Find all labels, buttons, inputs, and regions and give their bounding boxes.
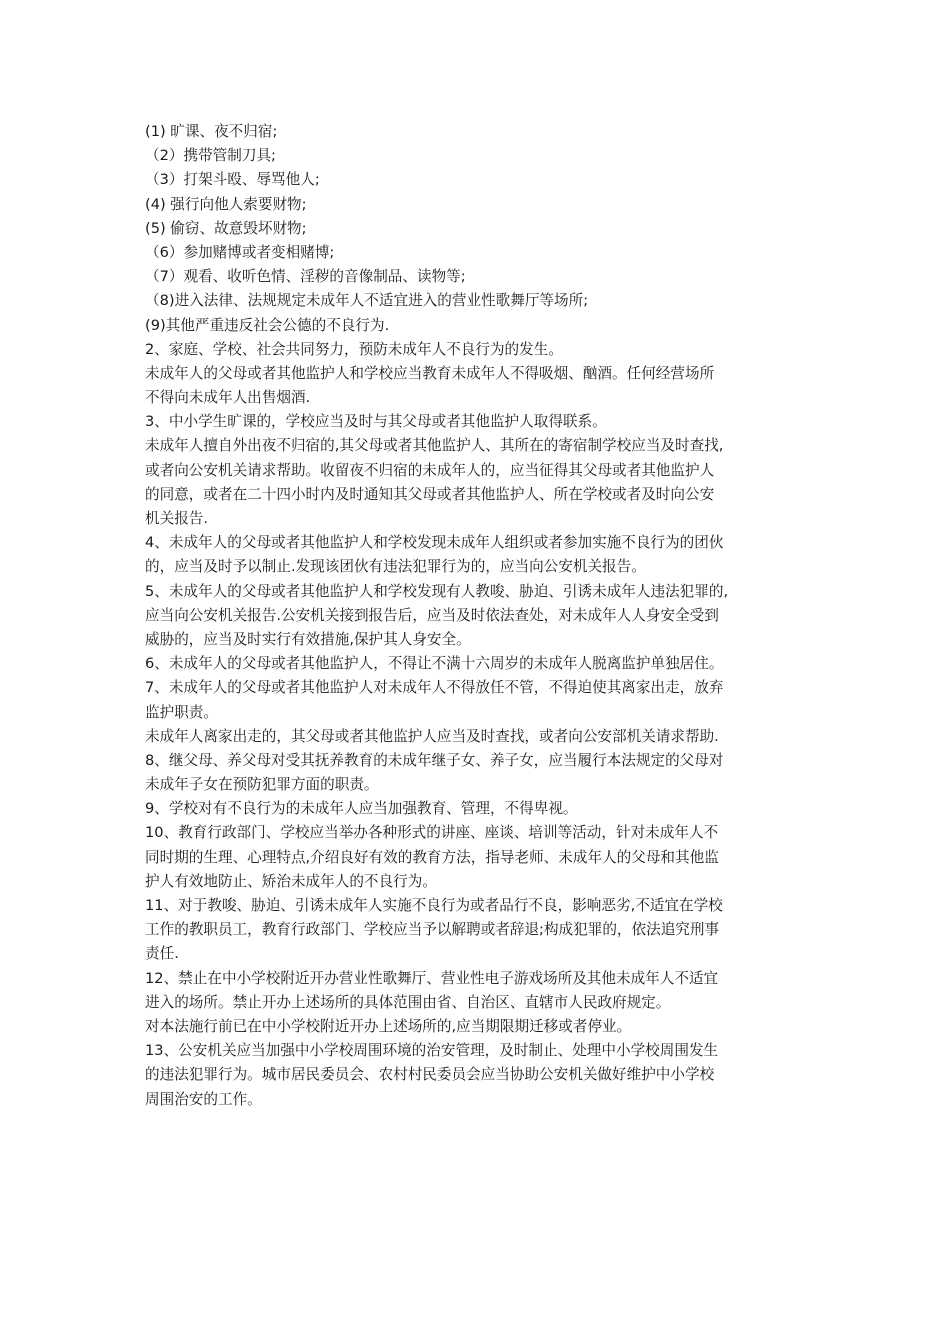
text-line: 不得向未成年人出售烟酒. [145, 389, 311, 407]
text-line: （8)进入法律、法规规定未成年人不适宜进入的营业性歌舞厅等场所; [145, 292, 589, 310]
text-line: 7、未成年人的父母或者其他监护人对未成年人不得放任不管，不得迫使其离家出走，放弃 [145, 679, 724, 697]
text-line: 13、公安机关应当加强中小学校周围环境的治安管理，及时制止、处理中小学校周围发生 [145, 1042, 719, 1060]
text-line: (9)其他严重违反社会公德的不良行为. [145, 316, 390, 334]
text-line: 11、对于教唆、胁迫、引诱未成年人实施不良行为或者品行不良，影响恶劣,不适宜在学校 [145, 897, 723, 914]
text-line: 9、学校对有不良行为的未成年人应当加强教育、管理，不得卑视。 [145, 800, 578, 818]
text-line: 机关报告. [145, 510, 209, 527]
text-line: (4) 强行向他人索要财物; [145, 195, 307, 213]
text-line: 的违法犯罪行为。城市居民委员会、农村村民委员会应当协助公安机关做好维护中小学校 [145, 1066, 715, 1084]
text-line: 未成年子女在预防犯罪方面的职责。 [145, 776, 379, 794]
text-line: 未成年人擅自外出夜不归宿的,其父母或者其他监护人、其所在的寄宿制学校应当及时查找, [145, 437, 724, 455]
text-line: 未成年人离家出走的，其父母或者其他监护人应当及时查找，或者向公安部机关请求帮助. [145, 727, 719, 745]
text-line: 8、继父母、养父母对受其抚养教育的未成年继子女、养子女，应当履行本法规定的父母对 [145, 751, 724, 769]
text-line: 威胁的，应当及时实行有效措施,保护其人身安全。 [145, 630, 471, 648]
text-line: 未成年人的父母或者其他监护人和学校应当教育未成年人不得吸烟、酗酒。任何经营场所 [145, 364, 715, 382]
text-line: 5、未成年人的父母或者其他监护人和学校发现有人教唆、胁迫、引诱未成年人违法犯罪的, [145, 582, 729, 600]
text-line: (5) 偷窃、故意毁坏财物; [145, 219, 307, 237]
document-body [145, 120, 820, 1112]
text-line: 10、教育行政部门、学校应当举办各种形式的讲座、座谈、培训等活动，针对未成年人不 [145, 824, 719, 842]
text-line: （7）观看、收听色情、淫秽的音像制品、读物等; [145, 268, 466, 286]
text-line: 监护职责。 [145, 703, 218, 721]
text-line: 或者向公安机关请求帮助。收留夜不归宿的未成年人的，应当征得其父母或者其他监护人 [145, 461, 715, 479]
text-line: 3、中小学生旷课的，学校应当及时与其父母或者其他监护人取得联系。 [145, 413, 607, 431]
text-line: 12、禁止在中小学校附近开办营业性歌舞厅、营业性电子游戏场所及其他未成年人不适宜 [145, 969, 719, 987]
text-line: 责任. [145, 945, 179, 963]
text-line: （3）打架斗殴、辱骂他人; [145, 171, 320, 189]
text-line: 应当向公安机关报告.公安机关接到报告后，应当及时依法查处，对未成年人人身安全受到 [145, 606, 719, 624]
text-line: 2、家庭、学校、社会共同努力，预防未成年人不良行为的发生。 [145, 340, 563, 358]
text-line: 6、未成年人的父母或者其他监护人，不得让不满十六周岁的未成年人脱离监护单独居住。 [145, 655, 724, 673]
text-line: 4、未成年人的父母或者其他监护人和学校发现未成年人组织或者参加实施不良行为的团伙 [145, 534, 724, 552]
text-line: 的，应当及时予以制止.发现该团伙有违法犯罪行为的，应当向公安机关报告。 [145, 558, 646, 576]
text-line: 护人有效地防止、矫治未成年人的不良行为。 [145, 872, 437, 890]
text-line: （6）参加赌博或者变相赌博; [145, 243, 335, 261]
text-line: (1) 旷课、夜不归宿; [145, 123, 278, 140]
text-line: 同时期的生理、心理特点,介绍良好有效的教育方法，指导老师、未成年人的父母和其他监 [145, 848, 719, 866]
text-line: 工作的教职员工，教育行政部门、学校应当予以解聘或者辞退;构成犯罪的，依法追究刑事 [145, 921, 720, 939]
text-line: 的同意，或者在二十四小时内及时通知其父母或者其他监护人、所在学校或者及时向公安 [145, 485, 715, 503]
text-line: （2）携带管制刀具; [145, 147, 276, 165]
text-line: 周围治安的工作。 [145, 1090, 262, 1108]
text-line: 进入的场所。禁止开办上述场所的具体范围由省、自治区、直辖市人民政府规定。 [145, 993, 671, 1011]
text-line: 对本法施行前已在中小学校附近开办上述场所的,应当期限期迁移或者停业。 [145, 1017, 632, 1035]
